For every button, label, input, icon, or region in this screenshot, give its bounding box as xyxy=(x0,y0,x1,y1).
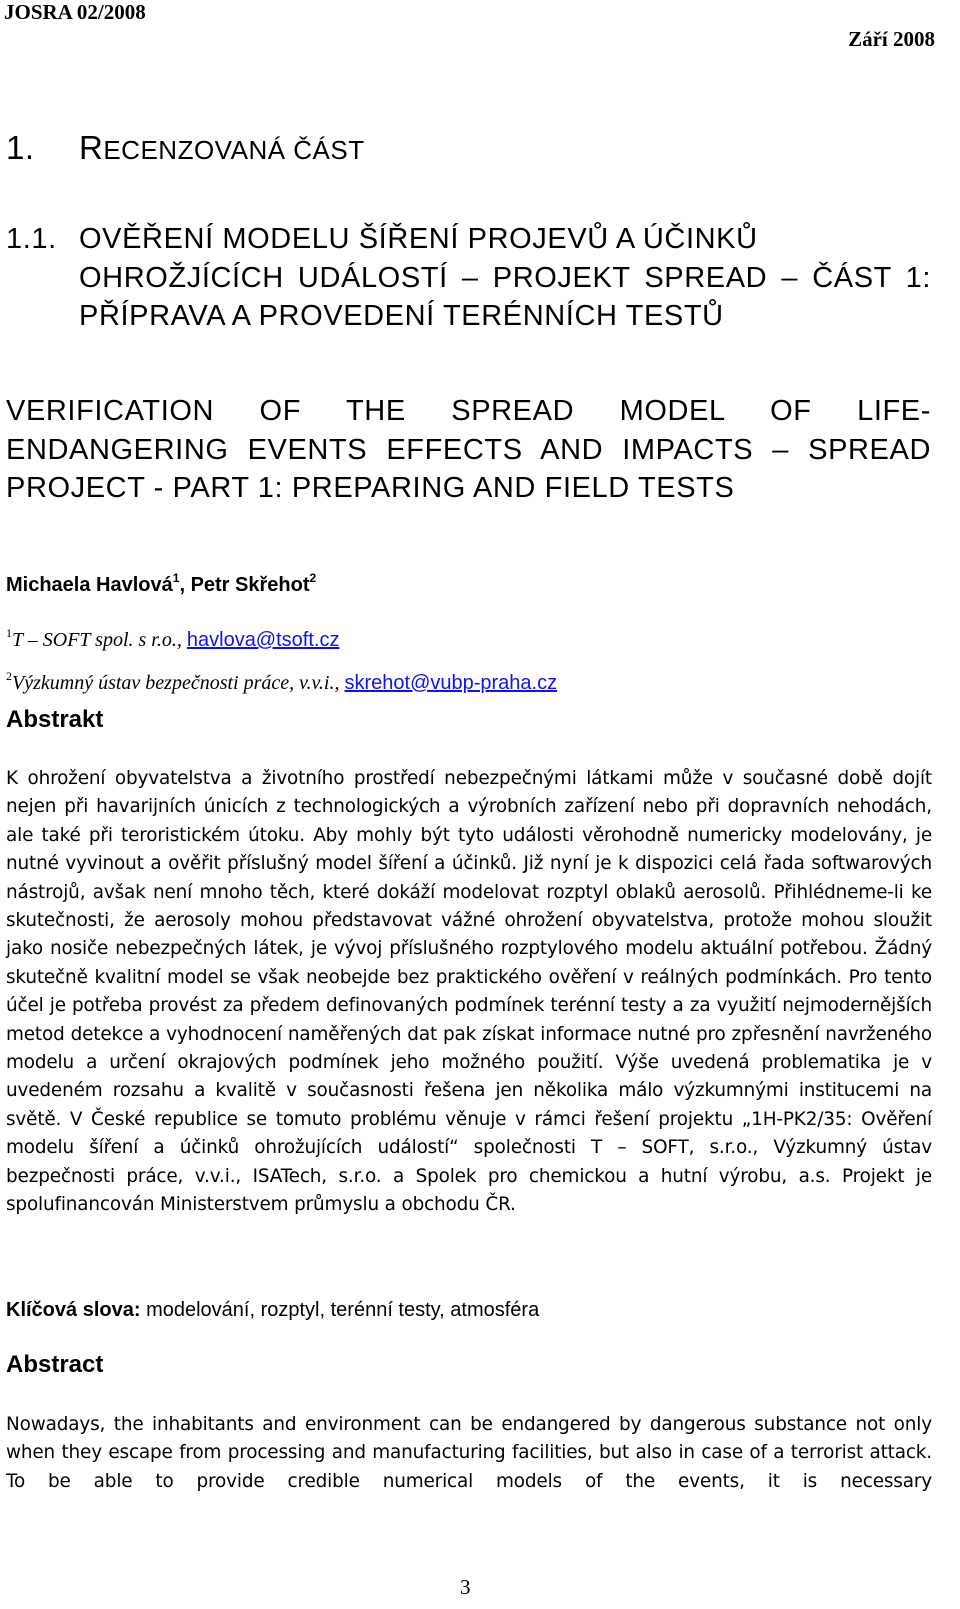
affiliation-mark: 2 xyxy=(6,669,12,683)
author-name: Petr Skřehot xyxy=(190,574,310,596)
article-number: 1.1. xyxy=(6,223,57,255)
affiliation-mark: 1 xyxy=(6,626,12,640)
journal-header: JOSRA 02/2008 xyxy=(4,0,146,24)
keywords xyxy=(6,1297,539,1323)
author-affiliation-mark: 2 xyxy=(309,571,317,585)
keywords-value: modelování, rozptyl, terénní testy, atmosféra xyxy=(140,1299,540,1321)
author-separator: , xyxy=(179,574,191,596)
authors xyxy=(6,565,316,598)
abstrakt-text: K ohrožení obyvatelstva a životního prostředí nebezpečnými látkami může v současné době dojít nejen při havarijních únicích z technologických a výrobních zařízení nebo při dopravních nehodách, ale také při teroristickém útoku. Aby mohly být tyto události věrohodně numericky modelovány, je nutné vyvinout a ověřit příslušný model šíření a účinků. Již nyní je k dispozici celá řada softwarových nástrojů, avšak není mnoho těch, které dokáží modelovat rozptyl oblaků aerosolů. Přihlédneme-li ke skutečnosti, že aerosoly mohou představovat vážné ohrožení obyvatelstva, protože mohou sloužit jako nosiče nebezpečných látek, je vývoj příslušného rozptylového modelu aktuální potřebou. Žádný skutečně kvalitní model se však neobejde bez praktického ověření v reálných podmínkách. Pro tento účel je potřeba provést za předem definovaných podmínek terénní testy a za využití nejmodernějších metod detekce a vyhodnocení naměřených dat pak získat informace nutné pro zpřesnění navrženého modelu a určení okrajových podmínek jeho možného použití. Výše uvedená problematika je v uvedeném rozsahu a kvalitě v současnosti řešena jen několika málo výzkumnými institucemi na světě. V České republice se tomuto problému věnuje v rámci řešení projektu „1H-PK2/35: Ověření modelu šíření a účinků ohrožujících událostí“ společnosti T – SOFT, s.r.o., Výzkumný ústav bezpečnosti práce, v.v.i., ISATech, s.r.o. a Spolek pro chemickou a hutní výrobu, a.s. Projekt je spolufinancován Ministerstvem průmyslu a obchodu ČR. xyxy=(6,768,932,1216)
section-title-initial: R xyxy=(79,129,104,166)
article-title-cz-line1: OVĚŘENÍ MODELU ŠÍŘENÍ PROJEVŮ A ÚČINKŮ xyxy=(79,223,758,255)
email-link[interactable]: havlova@tsoft.cz xyxy=(186,629,340,651)
affiliation xyxy=(6,663,557,696)
article-title-en: VERIFICATION OF THE SPREAD MODEL OF LIFE-ENDANGERING EVENTS EFFECTS AND IMPACTS – SPREAD PROJECT - PART 1: PREPARING AND FIELD TESTS xyxy=(6,395,931,504)
section-title-rest: ECENZOVANÁ ČÁST xyxy=(103,135,365,165)
section-heading xyxy=(6,128,365,170)
affiliation-name: Výzkumný ústav bezpečnosti práce, v.v.i., xyxy=(12,672,345,694)
affiliation-name: T – SOFT spol. s r.o., xyxy=(12,629,187,651)
abstract-text: Nowadays, the inhabitants and environment can be endangered by dangerous substance not only when they escape from processing and manufacturing facilities, but also in case of a terrorist attack. To be able to provide credible numerical models of the events, it is necessary xyxy=(6,1414,932,1492)
page-number: 3 xyxy=(460,1575,471,1599)
affiliation xyxy=(6,620,339,653)
issue-date: Září 2008 xyxy=(848,27,935,51)
author-name: Michaela Havlová xyxy=(6,574,173,596)
abstract-heading: Abstract xyxy=(6,1351,104,1378)
article-title-cz xyxy=(6,220,931,336)
keywords-label: Klíčová slova: xyxy=(6,1299,141,1321)
article-title-cz-rest: OHROŽJÍCÍCH UDÁLOSTÍ – PROJEKT SPREAD – ČÁST 1: PŘÍPRAVA A PROVEDENÍ TERÉNNÍCH TESTŮ xyxy=(79,261,931,332)
abstrakt-heading: Abstrakt xyxy=(6,706,104,733)
email-link[interactable]: skrehot@vubp-praha.cz xyxy=(344,672,558,694)
section-number: 1. xyxy=(6,129,35,166)
author-affiliation-mark: 1 xyxy=(172,571,180,585)
